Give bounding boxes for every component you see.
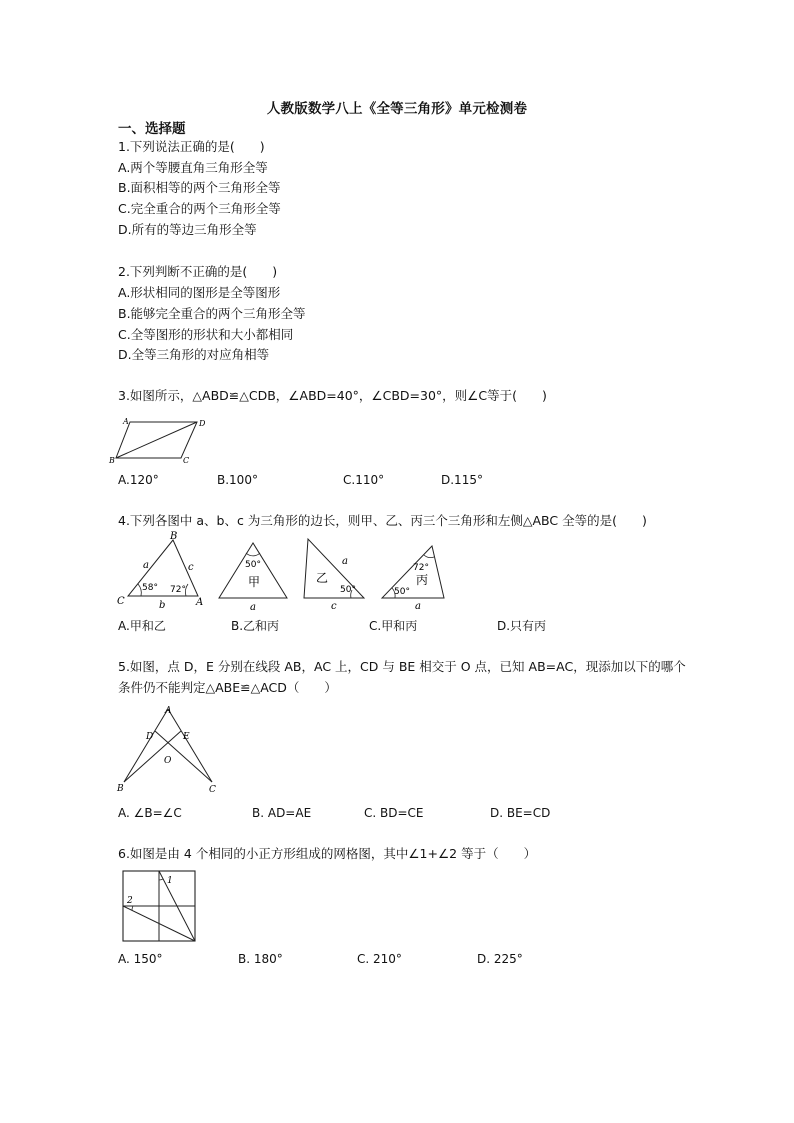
q5-label-a: A [165,706,172,716]
question-2-stem: 2.下列判断不正确的是( ) [118,264,278,279]
question-3-stem: 3.如图所示，△ABD≌△CDB，∠ABD=40°，∠CBD=30°，则∠C等于( ) [118,388,547,403]
question-6-option-d[interactable]: D. 225° [477,952,523,966]
q6-label-1: 1 [167,876,173,886]
question-4-option-c[interactable]: C.甲和丙 [369,619,418,633]
question-6-option-b[interactable]: B. 180° [238,952,283,966]
bing-angle-top: 72° [413,563,429,573]
q5-label-d: D [146,732,154,742]
figure-label-c: C [183,456,190,465]
question-3-option-d[interactable]: D.115° [441,473,483,487]
question-1-option-c[interactable]: C.完全重合的两个三角形全等 [118,201,281,216]
question-3-option-b[interactable]: B.100° [217,473,258,487]
question-1-option-a[interactable]: A.两个等腰直角三角形全等 [118,160,268,175]
question-3-option-a[interactable]: A.120° [118,473,159,487]
label-c: C [117,596,125,607]
question-6-option-a[interactable]: A. 150° [118,952,163,966]
figure-label-d: D [199,419,206,428]
bing-side: a [415,601,421,612]
question-5-stem-line-2: 条件仍不能判定△ABE≌△ACD（ ） [118,680,337,695]
question-2-option-c[interactable]: C.全等图形的形状和大小都相同 [118,327,294,342]
yi-side-c: c [331,601,337,612]
label-a: A [196,597,204,608]
q5-label-b: B [117,784,124,794]
jia-side: a [250,602,256,613]
question-5-figure [114,704,220,796]
question-1-option-b[interactable]: B.面积相等的两个三角形全等 [118,180,281,195]
yi-side-a: a [342,556,348,567]
question-2-option-a[interactable]: A.形状相同的图形是全等图形 [118,285,281,300]
q6-label-2: 2 [127,896,133,906]
question-5-stem-line-1: 5.如图，点 D，E 分别在线段 AB，AC 上，CD 与 BE 相交于 O 点，已知 AB=AC，现添加以下的哪个 [118,659,686,674]
question-5-option-c[interactable]: C. BD=CE [364,806,424,820]
label-b: B [170,531,178,542]
q5-label-e: E [183,732,190,742]
figure-label-a: A [123,417,129,426]
question-4-option-d[interactable]: D.只有丙 [497,619,547,633]
question-2-option-d[interactable]: D.全等三角形的对应角相等 [118,347,270,362]
side-c: c [188,562,194,573]
question-1-stem: 1.下列说法正确的是( ) [118,139,265,154]
question-3-parallelogram-figure [109,416,206,465]
figure-label-b: B [109,456,115,465]
angle-58: 58° [142,583,158,593]
q5-label-c: C [209,785,216,795]
jia-angle: 50° [245,560,261,570]
question-5-option-d[interactable]: D. BE=CD [490,806,551,820]
question-4-triangle-jia [216,540,290,612]
question-3-option-c[interactable]: C.110° [343,473,385,487]
angle-72: 72° [170,585,186,595]
q5-label-o: O [164,756,172,766]
question-1-option-d[interactable]: D.所有的等边三角形全等 [118,222,257,237]
side-a: a [143,560,149,571]
question-4-option-b[interactable]: B.乙和丙 [231,619,280,633]
question-5-option-a[interactable]: A. ∠B=∠C [118,806,182,820]
yi-angle: 50° [340,585,356,595]
yi-label: 乙 [316,571,329,585]
section-heading: 一、选择题 [118,121,186,137]
question-2-option-b[interactable]: B.能够完全重合的两个三角形全等 [118,306,306,321]
question-4-triangle-abc [116,530,210,610]
question-4-triangle-bing [378,542,450,612]
question-5-option-b[interactable]: B. AD=AE [252,806,312,820]
question-6-grid-figure [120,868,200,944]
jia-label: 甲 [248,575,261,589]
question-4-stem: 4.下列各图中 a、b、c 为三角形的边长，则甲、乙、丙三个三角形和左侧△ABC 全等的是( ) [118,513,647,528]
bing-angle-left: 50° [394,587,410,597]
side-b: b [159,600,166,611]
question-6-stem: 6.如图是由 4 个相同的小正方形组成的网格图，其中∠1+∠2 等于（ ） [118,846,537,861]
question-6-option-c[interactable]: C. 210° [357,952,402,966]
question-4-triangle-yi [300,536,368,612]
page-title: 人教版数学八上《全等三角形》单元检测卷 [266,101,528,117]
question-4-option-a[interactable]: A.甲和乙 [118,619,166,633]
bing-label: 丙 [416,573,429,587]
